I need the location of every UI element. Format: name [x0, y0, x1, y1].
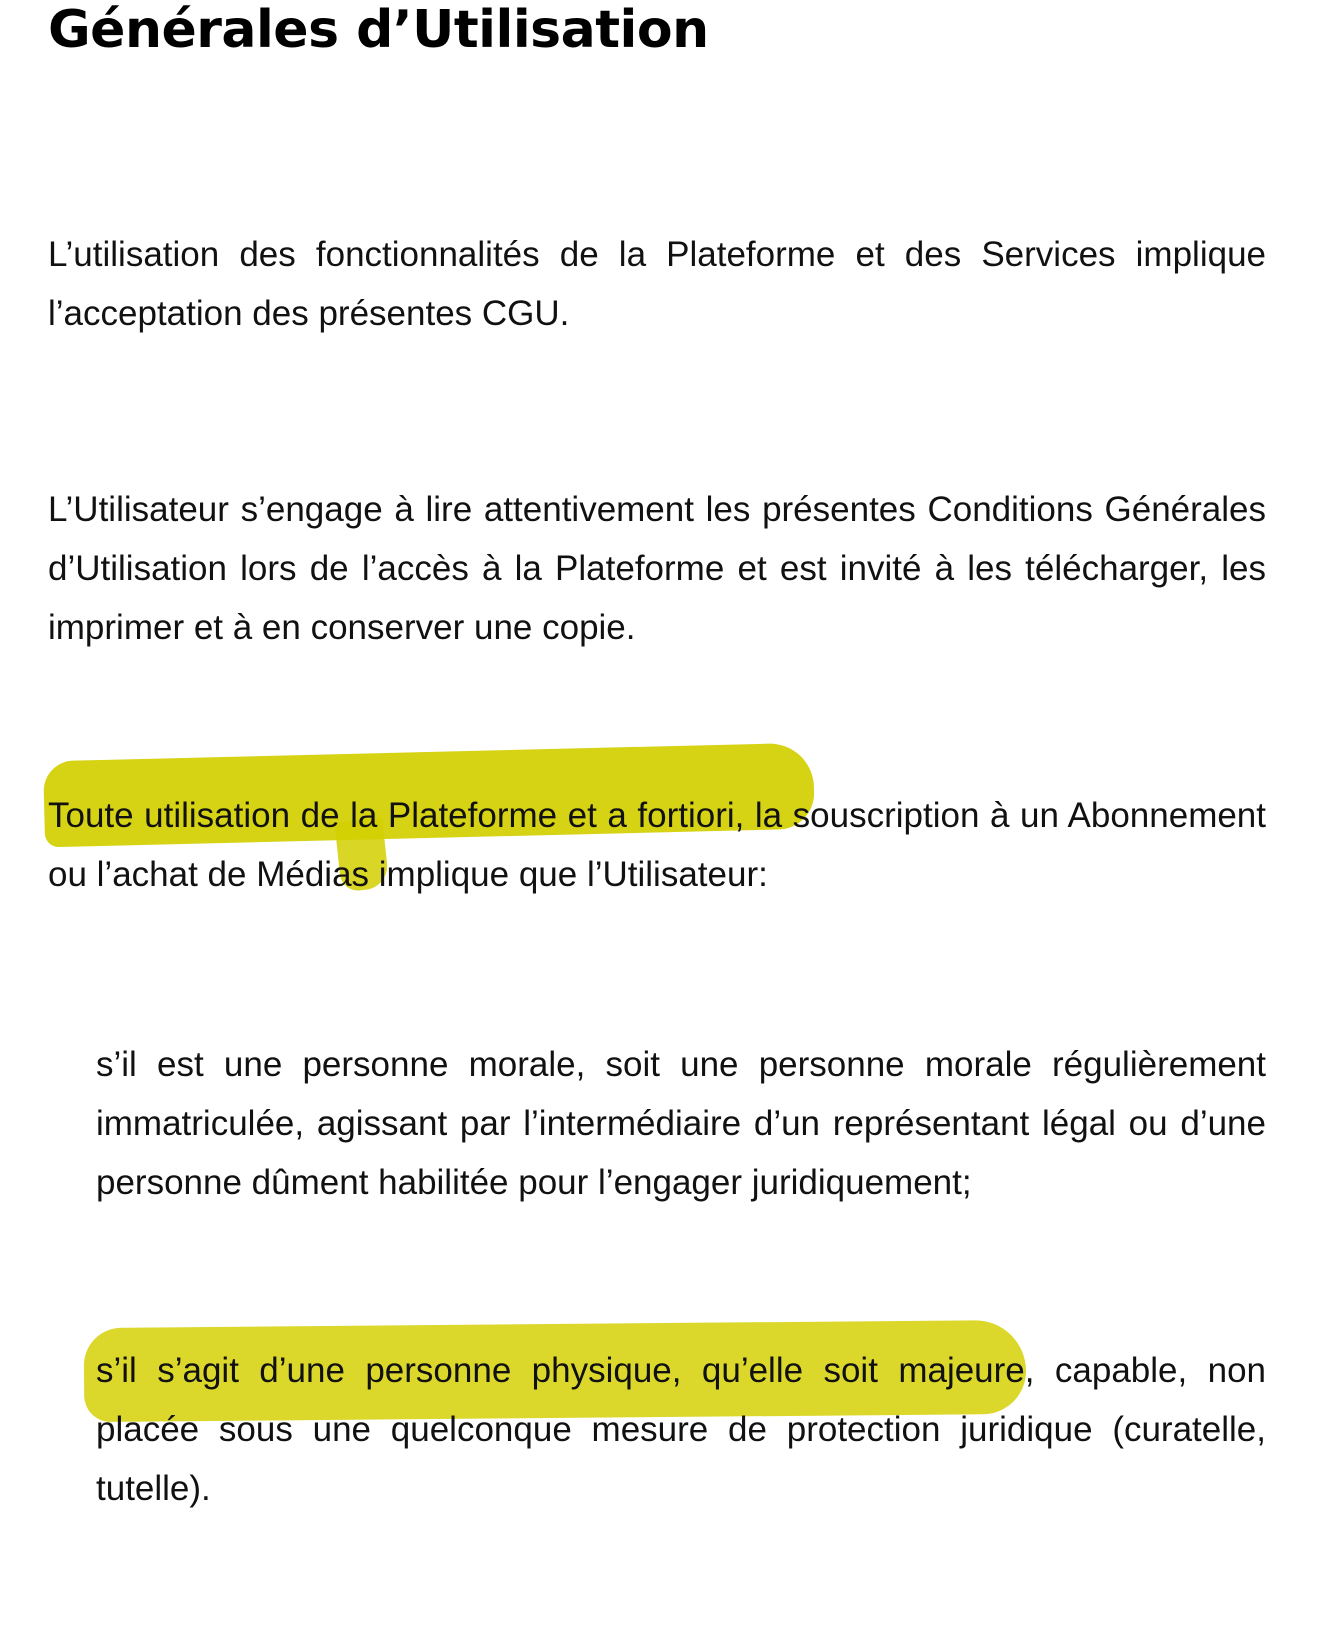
- paragraph-usage-implies: Toute utilisation de la Plateforme et a fortiori, la souscription à un Abonnement ou l’achat de Médias implique que l’Utilisateur:: [48, 796, 1266, 894]
- list-item-natural-person: s’il s’agit d’une personne physique, qu’elle soit majeure, capable, non placée sous une quelconque mesure de protection juridique (curatelle, tutelle).: [96, 1351, 1266, 1508]
- list-item-legal-entity: s’il est une personne morale, soit une personne morale régulièrement immatriculée, agissant par l’intermédiaire d’un représentant légal ou d’une personne dûment habilitée pour l’engager juridiquement;: [96, 1045, 1266, 1202]
- page-title: Générales d’Utilisation: [48, 0, 709, 60]
- paragraph-reading-commitment: L’Utilisateur s’engage à lire attentivement les présentes Conditions Générales d’Utilisation lors de l’accès à la Plateforme et est invité à les télécharger, les imprimer et à en conserver une copie.: [48, 490, 1266, 647]
- paragraph-acceptance: L’utilisation des fonctionnalités de la Plateforme et des Services implique l’acceptation des présentes CGU.: [48, 235, 1266, 333]
